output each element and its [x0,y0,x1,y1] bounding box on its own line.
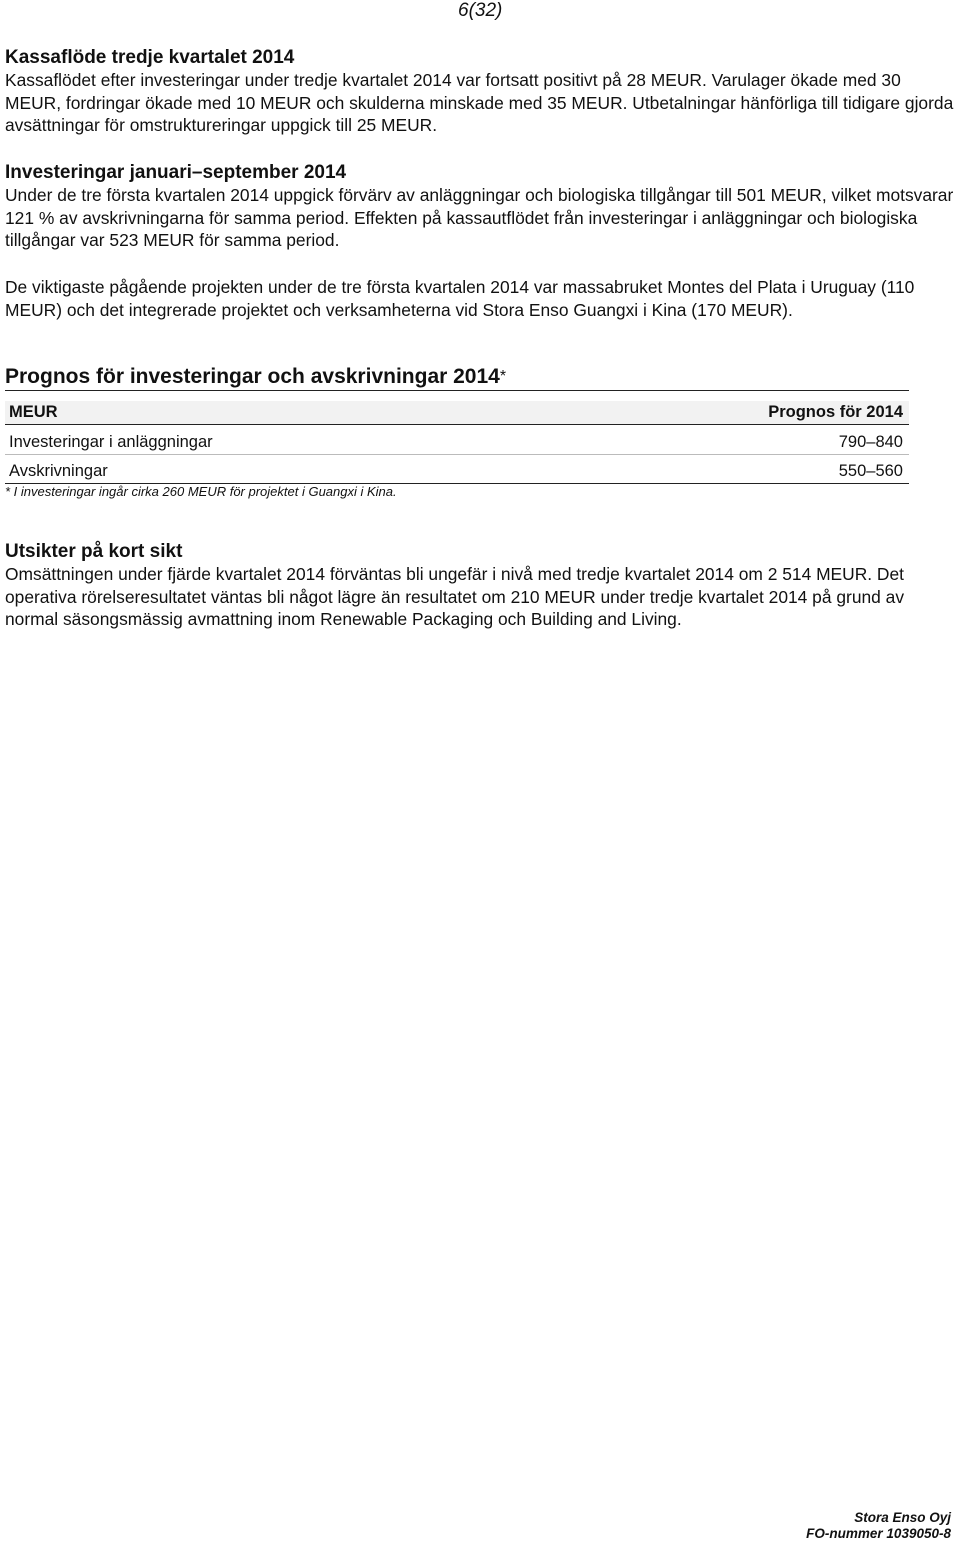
title-divider [5,390,909,391]
page-footer [806,1510,951,1542]
row-value: 550–560 [838,462,903,480]
outlook-section [5,541,955,631]
investments-text: Under de tre första kvartalen 2014 uppgick förvärv av anläggningar och biologiska tillgångar till 501 MEUR, vilket motsvarar 121 % av avskrivningarna för samma period. Effekten på kassautflödet från investeringar i anläggningar och biologiska tillgångar var 523 MEUR för samma period. [5,185,954,250]
cashflow-text: Kassaflödet efter investeringar under tredje kvartalet 2014 var fortsatt positivt på 28 MEUR. Varulager ökade med 30 MEUR, fordringar ökade med 10 MEUR och skulderna minskade med 35 MEUR. Utbetalningar hänförliga till tidigare gjorda avsättningar för omstruktureringar uppgick till 25 MEUR. [5,70,954,135]
cashflow-section [5,47,955,137]
forecast-table [5,401,909,484]
investments-heading: Investeringar januari–september 2014 [5,162,347,183]
table-row [5,425,909,455]
cashflow-heading: Kassaflöde tredje kvartalet 2014 [5,47,295,68]
column-header-unit: MEUR [9,403,58,421]
forecast-title-marker: * [499,368,507,385]
forecast-section [5,365,909,500]
footer-company: Stora Enso Oyj [854,1510,951,1525]
outlook-heading: Utsikter på kort sikt [5,541,183,562]
column-header-forecast: Prognos för 2014 [768,403,903,421]
footer-reg-number: FO-nummer 1039050-8 [806,1526,951,1541]
table-header [5,401,909,425]
row-value: 790–840 [838,433,903,451]
forecast-title-text: Prognos för investeringar och avskrivningar 2014 [5,365,500,388]
forecast-title [5,365,909,390]
table-row [5,455,909,484]
investments-section [5,162,955,252]
table-footnote: * I investeringar ingår cirka 260 MEUR för projektet i Guangxi i Kina. [5,484,397,499]
projects-text: De viktigaste pågående projekten under de tre första kvartalen 2014 var massabruket Montes del Plata i Uruguay (110 MEUR) och det integrerade projektet och verksamheterna vid Stora Enso Guangxi i Kina (170 MEUR). [5,277,915,320]
projects-section [5,276,955,321]
outlook-text: Omsättningen under fjärde kvartalet 2014 förväntas bli ungefär i nivå med tredje kvartalet 2014 om 2 514 MEUR. Det operativa rörelseresultatet väntas bli något lägre än resultatet om 210 MEUR under tredje kvartalet 2014 på grund av normal säsongsmässig avmattning inom Renewable Packaging och Building and Living. [5,564,905,629]
row-label: Avskrivningar [9,462,108,480]
page-number: 6(32) [458,0,503,21]
row-label: Investeringar i anläggningar [9,433,213,451]
